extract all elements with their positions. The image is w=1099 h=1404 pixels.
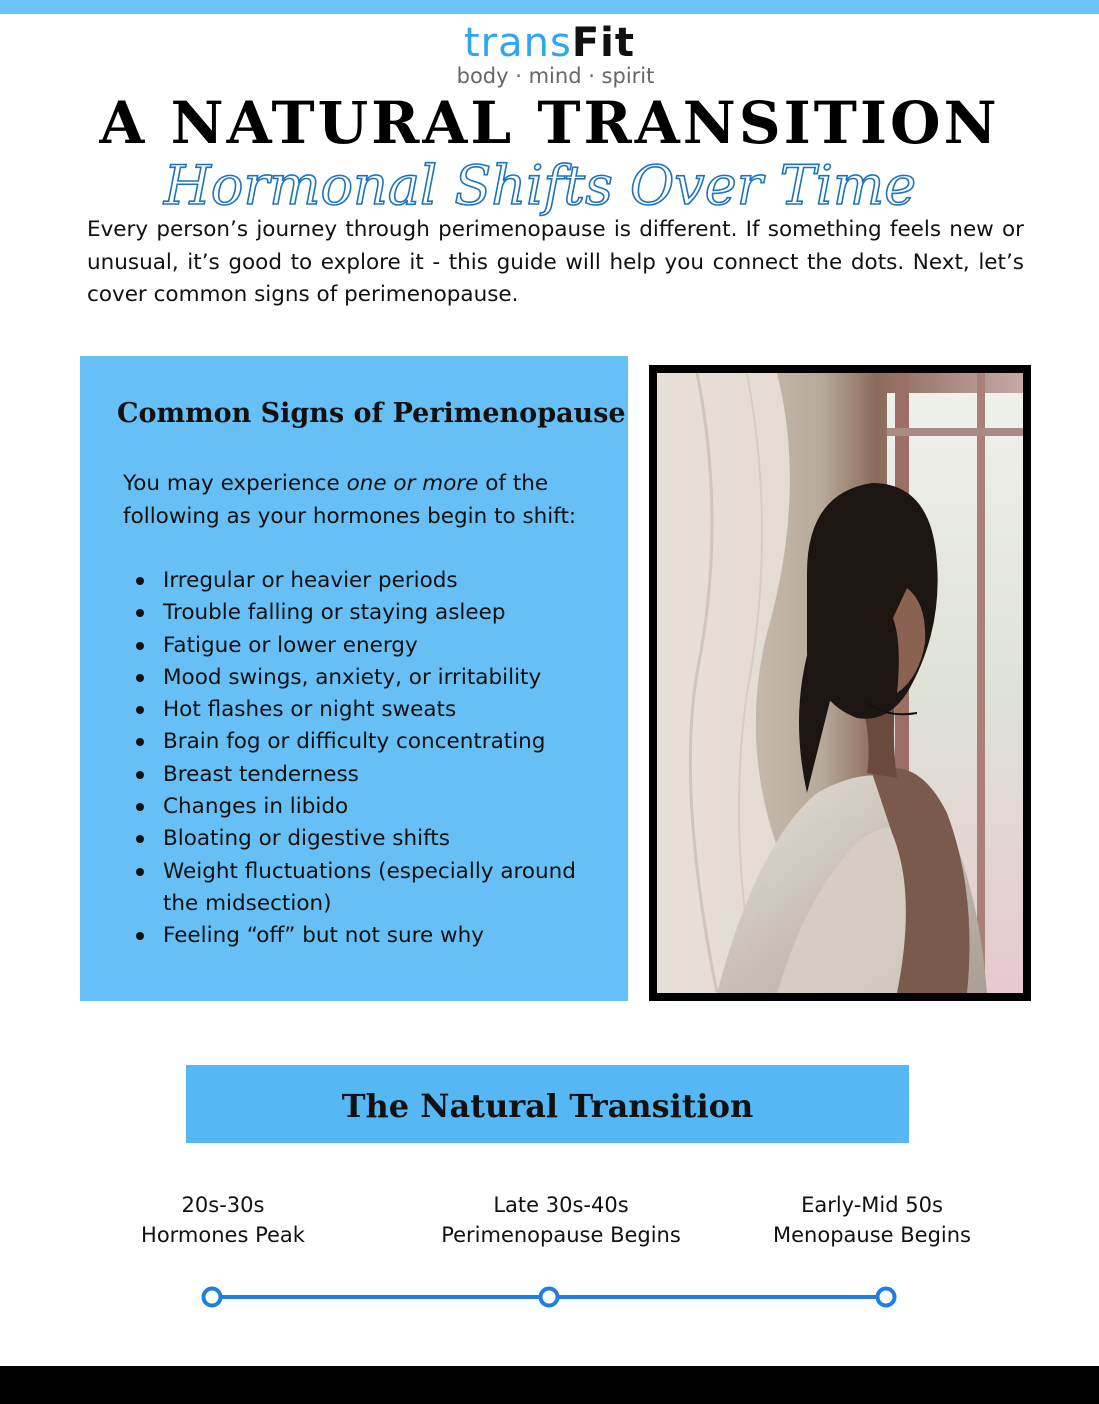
sign-item: Brain fog or difficulty concentrating	[163, 726, 603, 758]
signs-intro-emphasis: one or more	[346, 471, 479, 496]
logo-tagline: body · mind · spirit	[456, 64, 655, 88]
top-accent-bar	[0, 0, 1099, 14]
sign-item: Feeling “off” but not sure why	[163, 920, 603, 952]
timeline-stage-menopause	[752, 1190, 992, 1250]
timeline-node-2	[541, 1289, 558, 1306]
logo-trans-text: trans	[464, 20, 572, 66]
transition-banner	[186, 1065, 909, 1143]
signs-intro-start: You may experience	[123, 471, 347, 496]
sign-item: Hot flashes or night sweats	[163, 694, 603, 726]
stage-age: Late 30s-40s	[493, 1193, 629, 1217]
sign-item: Weight fluctuations (especially around the midsection)	[163, 856, 603, 921]
stage-age: 20s-30s	[181, 1193, 265, 1217]
timeline-line	[198, 1283, 900, 1313]
bottom-footer-bar	[0, 1366, 1099, 1404]
sign-item: Bloating or digestive shifts	[163, 823, 603, 855]
timeline-stage-hormones-peak	[103, 1190, 343, 1250]
sign-item: Changes in libido	[163, 791, 603, 823]
sign-item: Mood swings, anxiety, or irritability	[163, 662, 603, 694]
sign-item: Breast tenderness	[163, 759, 603, 791]
sign-item: Trouble falling or staying asleep	[163, 597, 603, 629]
signs-intro	[123, 468, 593, 533]
stage-label: Hormones Peak	[141, 1223, 305, 1247]
intro-paragraph: Every person’s journey through perimenopause is different. If something feels new or unusual, it’s good to explore it - this guide will help you connect the dots. Next, let’s cover common signs of perimenopause.	[87, 217, 1024, 307]
brand-logo	[0, 20, 1099, 88]
timeline-node-3	[878, 1289, 895, 1306]
page-title: A NATURAL TRANSITION	[99, 89, 1000, 157]
signs-intro-end: of the following as your hormones begin to shift:	[123, 471, 577, 529]
timeline-node-1	[204, 1289, 221, 1306]
timeline-stage-perimenopause	[421, 1190, 701, 1250]
stage-age: Early-Mid 50s	[801, 1193, 943, 1217]
stage-label: Menopause Begins	[773, 1223, 971, 1247]
sign-item: Fatigue or lower energy	[163, 630, 603, 662]
common-signs-panel	[80, 356, 628, 1001]
transition-heading: The Natural Transition	[341, 1087, 754, 1125]
subtitle-text: Hormonal Shifts Over Time	[163, 154, 917, 217]
signs-heading: Common Signs of Perimenopause	[117, 398, 626, 429]
woman-at-window-photo	[657, 373, 1023, 993]
photo-frame	[649, 365, 1031, 1001]
logo-fit-text: Fit	[571, 20, 635, 66]
stage-label: Perimenopause Begins	[441, 1223, 681, 1247]
sign-item: Irregular or heavier periods	[163, 565, 603, 597]
logo-wordmark	[0, 20, 1099, 66]
signs-list	[163, 565, 603, 953]
